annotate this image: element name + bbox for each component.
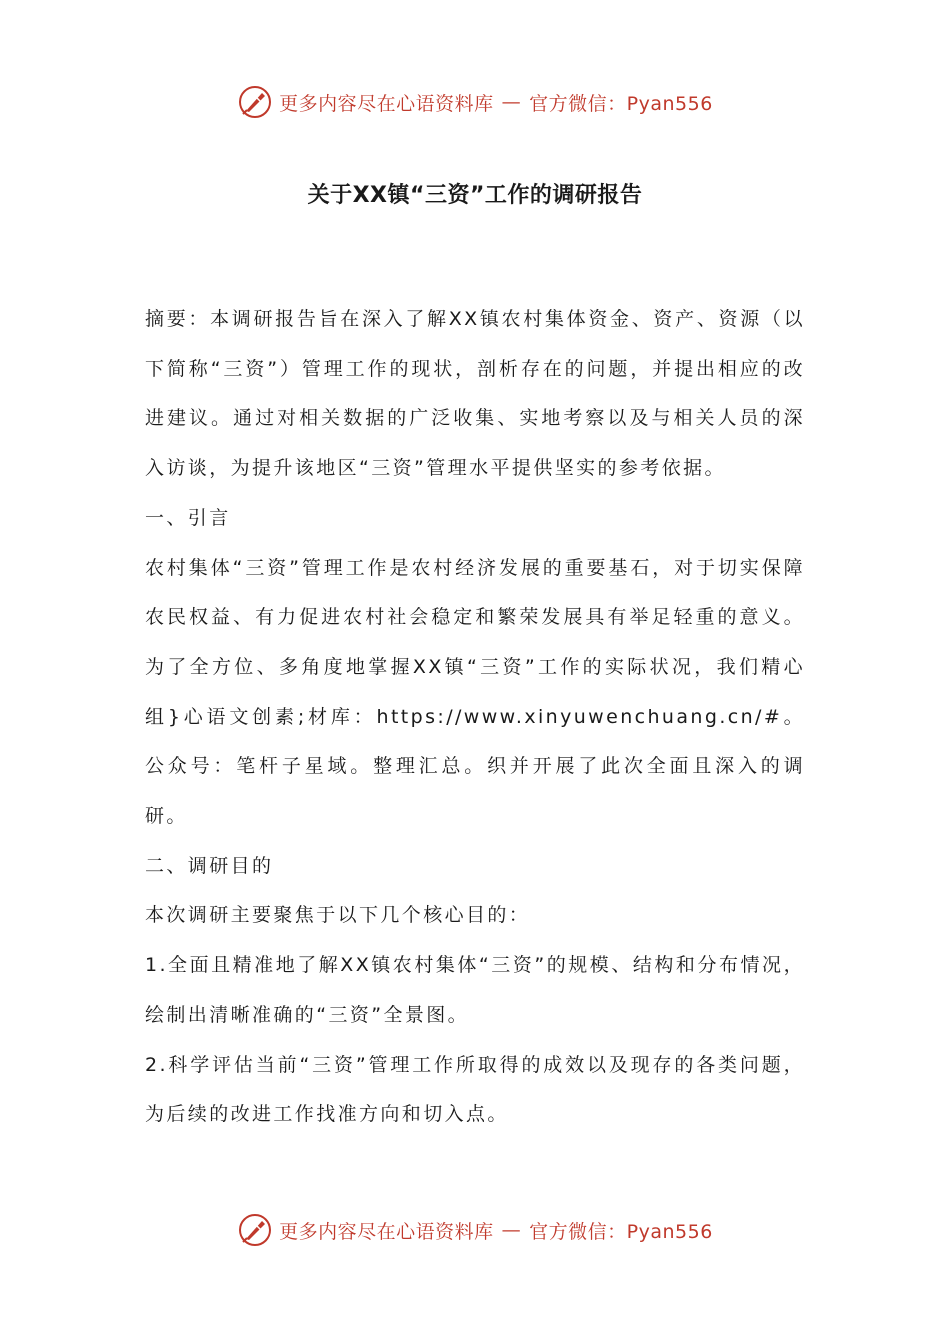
document-body xyxy=(145,295,805,1140)
banner-text: 更多内容尽在心语资料库 xyxy=(279,1220,494,1243)
purpose-intro-paragraph: 本次调研主要聚焦于以下几个核心目的： xyxy=(145,904,531,927)
banner-dash: — xyxy=(501,1219,522,1241)
header-watermark-banner xyxy=(0,84,950,120)
banner-text: 更多内容尽在心语资料库 xyxy=(279,92,494,115)
section-heading-purpose: 二、调研目的 xyxy=(145,854,274,877)
quill-logo-icon xyxy=(237,84,273,120)
quill-logo-icon xyxy=(237,1212,273,1248)
document-title: 关于XX镇“三资”工作的调研报告 xyxy=(307,183,643,208)
purpose-list-item-2: 2.科学评估当前“三资”管理工作所取得的成效以及现存的各类问题，为后续的改进工作找准方向和切入点。 xyxy=(145,1053,805,1126)
abstract-paragraph: 摘要：本调研报告旨在深入了解XX镇农村集体资金、资产、资源（以下简称“三资”）管理工作的现状，剖析存在的问题，并提出相应的改进建议。通过对相关数据的广泛收集、实地考察以及与相关人员的深入访谈，为提升该地区“三资”管理水平提供坚实的参考依据。 xyxy=(145,308,805,480)
purpose-list-item-1: 1.全面且精准地了解XX镇农村集体“三资”的规模、结构和分布情况，绘制出清晰准确的“三资”全景图。 xyxy=(145,954,805,1026)
footer-watermark-banner xyxy=(0,1212,950,1248)
banner-dash: — xyxy=(501,91,522,113)
banner-wechat: 官方微信：Pyan556 xyxy=(529,1220,713,1243)
banner-wechat: 官方微信：Pyan556 xyxy=(529,92,713,115)
introduction-paragraph: 农村集体“三资”管理工作是农村经济发展的重要基石，对于切实保障农民权益、有力促进农村社会稳定和繁荣发展具有举足轻重的意义。为了全方位、多角度地掌握XX镇“三资”工作的实际状况，我们精心组}心语文创素;材库：https://www.xinyuwenchuang.cn/#。公众号：笔杆子星域。整理汇总。织并开展了此次全面且深入的调研。 xyxy=(145,556,805,828)
section-heading-introduction: 一、引言 xyxy=(145,506,231,529)
